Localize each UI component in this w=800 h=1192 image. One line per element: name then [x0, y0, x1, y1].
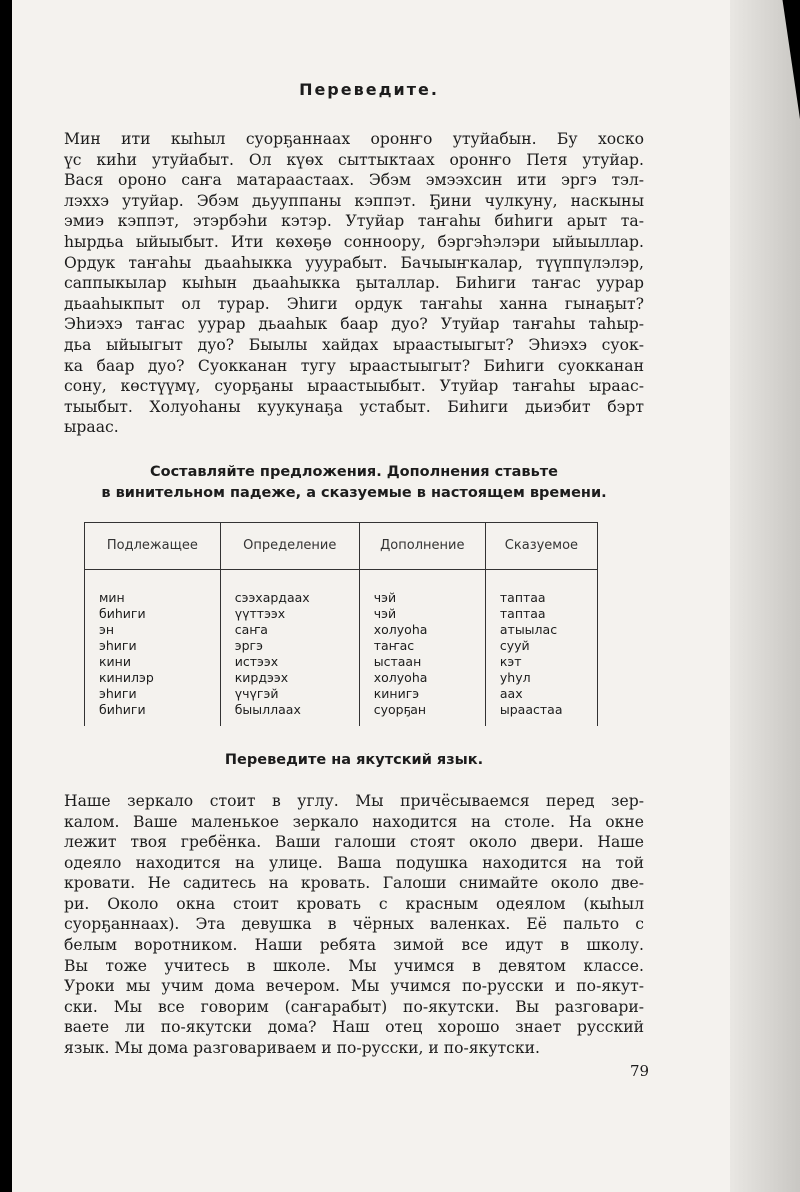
- column-object-words: [359, 569, 485, 726]
- column-attribute-words: [220, 569, 359, 726]
- text-line: суорҕаннаах). Эта девушка в чёрных валенках. Её пальто с: [64, 915, 644, 934]
- table-word: үүттээх: [234, 605, 286, 621]
- table-word: сээхардаах: [234, 589, 310, 605]
- table-word: чэй: [373, 605, 397, 621]
- table-word: аах: [499, 685, 523, 701]
- text-line: Ордук таҥаһы дьааһыкка ууурабыт. Бачыыҥкалар, түүппүлэлэр,: [64, 253, 644, 272]
- exercise1-text: [64, 129, 644, 438]
- table-word: эн: [99, 621, 115, 637]
- text-line: һырдьа ыйыыбыт. Ити көхөҕө сонноору, бэргэһэлэри ыйыыллар.: [64, 232, 644, 251]
- text-line: язык. Мы дома разговариваем и по-русски, и по-якутски.: [64, 1039, 540, 1058]
- text-line: Наше зеркало стоит в углу. Мы причёсываемся перед зер-: [64, 791, 644, 810]
- table-word: ыстаан: [373, 653, 422, 669]
- column-header-object: Дополнение: [359, 522, 485, 569]
- column-header-subject: Подлежащее: [85, 522, 221, 569]
- table-word: холуоһа: [373, 621, 428, 637]
- text-line: ри. Около окна стоит кровать с красным одеялом (кыһыл: [64, 894, 644, 913]
- table-word: биһиги: [99, 701, 146, 717]
- exercise2-heading-line1: Составляйте предложения. Дополнения ставьте: [149, 463, 558, 480]
- text-line: ваете ли по-якутски дома? Наш отец хорошо знает русский: [64, 1018, 644, 1037]
- table-word: истээх: [234, 653, 279, 669]
- text-line: дьа ыйыыгыт дуо? Быылы хайдах ыраастыыгыт? Эһиэхэ суок-: [64, 335, 644, 354]
- table-word: атыылас: [499, 621, 558, 637]
- table-body-row: [85, 569, 598, 726]
- table-word: кэт: [499, 653, 522, 669]
- text-line: сону, көстүүмү, суорҕаны ыраастыыбыт. Утуйар таҥаһы ыраас-: [64, 377, 644, 396]
- table-word: ыраастаа: [499, 701, 563, 717]
- text-line: одеяло находится на улице. Ваша подушка находится на той: [64, 853, 644, 872]
- exercise-title: Переведите.: [299, 80, 439, 99]
- table-word: үчүгэй: [234, 685, 279, 701]
- table-word: суорҕан: [373, 701, 427, 717]
- word-table: [84, 522, 598, 726]
- page-number: 79: [630, 1062, 650, 1080]
- page-edge-shadow: [730, 0, 800, 1192]
- text-line: лежит твоя гребёнка. Ваши галоши стоят около двери. Наше: [64, 833, 644, 852]
- text-line: Уроки мы учим дома вечером. Мы учимся по-русски и по-якут-: [64, 977, 644, 996]
- text-line: тыыбыт. Холуоһаны куукунаҕа устабыт. Биһиги дьиэбит бэрт: [64, 397, 644, 416]
- text-line: үс киһи утуйабыт. Ол күөх сыттыктаах оронҥо Петя утуйар.: [64, 150, 644, 169]
- text-line: Мин ити кыһыл суорҕаннаах оронҥо утуйабын. Бу хоско: [64, 130, 644, 148]
- table-word: таптаа: [499, 605, 546, 621]
- table-word: кинигэ: [373, 685, 420, 701]
- text-line: дьааһыкпыт ол турар. Эһиги ордук таҥаһы ханна гынаҕыт?: [64, 294, 644, 313]
- text-line: кровати. Не садитесь на кровать. Галоши снимайте около две-: [64, 874, 644, 893]
- table-word: чэй: [373, 589, 397, 605]
- table-word: эһиги: [99, 685, 137, 701]
- column-subject-words: [85, 569, 221, 726]
- page-content: [64, 80, 644, 1059]
- table-word: кини: [99, 653, 131, 669]
- column-header-predicate: Сказуемое: [485, 522, 597, 569]
- text-line: ыраас.: [64, 418, 119, 437]
- text-line: эмиэ кэппэт, этэрбэһи кэтэр. Утуйар таҥаһы биһиги арыт та-: [64, 212, 644, 231]
- text-line: саппыкылар кыһын дьааһыкка ҕыталлар. Биһиги таҥас уурар: [64, 274, 644, 293]
- exercise3-text: [64, 791, 644, 1059]
- exercise2-heading-line2: в винительном падеже, а сказуемые в настоящем времени.: [101, 484, 607, 501]
- text-line: калом. Ваше маленькое зеркало находится на столе. На окне: [64, 812, 644, 831]
- table-header-row: [85, 522, 598, 569]
- text-line: ски. Мы все говорим (саҥарабыт) по-якутски. Вы разговари-: [64, 997, 644, 1016]
- table-word: эргэ: [234, 637, 263, 653]
- table-word: биһиги: [99, 605, 146, 621]
- exercise2-heading: [64, 462, 644, 504]
- table-word: мин: [99, 589, 125, 605]
- text-line: Вася ороно саҥа матараастаах. Эбэм эмээхсин ити эргэ тэл-: [64, 171, 644, 190]
- column-header-attribute: Определение: [220, 522, 359, 569]
- text-line: лэххэ утуйар. Эбэм дьууппаны кэппэт. Ҕини чулкуну, наскыны: [64, 191, 644, 210]
- table-word: кирдээх: [234, 669, 289, 685]
- table-word: уһул: [499, 669, 531, 685]
- table-word: сууй: [499, 637, 530, 653]
- table-word: таҥас: [373, 637, 415, 653]
- table-word: кинилэр: [99, 669, 154, 685]
- text-line: Вы тоже учитесь в школе. Мы учимся в девятом классе.: [64, 956, 644, 975]
- column-predicate-words: [485, 569, 597, 726]
- table-word: быыллаах: [234, 701, 301, 717]
- table-word: эһиги: [99, 637, 137, 653]
- text-line: белым воротником. Наши ребята зимой все идут в школу.: [64, 936, 644, 955]
- text-line: Эһиэхэ таҥас уурар дьааһык баар дуо? Утуйар таҥаһы таһыр-: [64, 315, 644, 334]
- table-word: таптаа: [499, 589, 546, 605]
- exercise3-heading: Переведите на якутский язык.: [224, 751, 484, 768]
- word-table-wrap: [84, 522, 598, 726]
- table-word: холуоһа: [373, 669, 428, 685]
- table-word: саҥа: [234, 621, 268, 637]
- text-line: ка баар дуо? Суокканан тугу ыраастыыгыт? Биһиги суокканан: [64, 356, 644, 375]
